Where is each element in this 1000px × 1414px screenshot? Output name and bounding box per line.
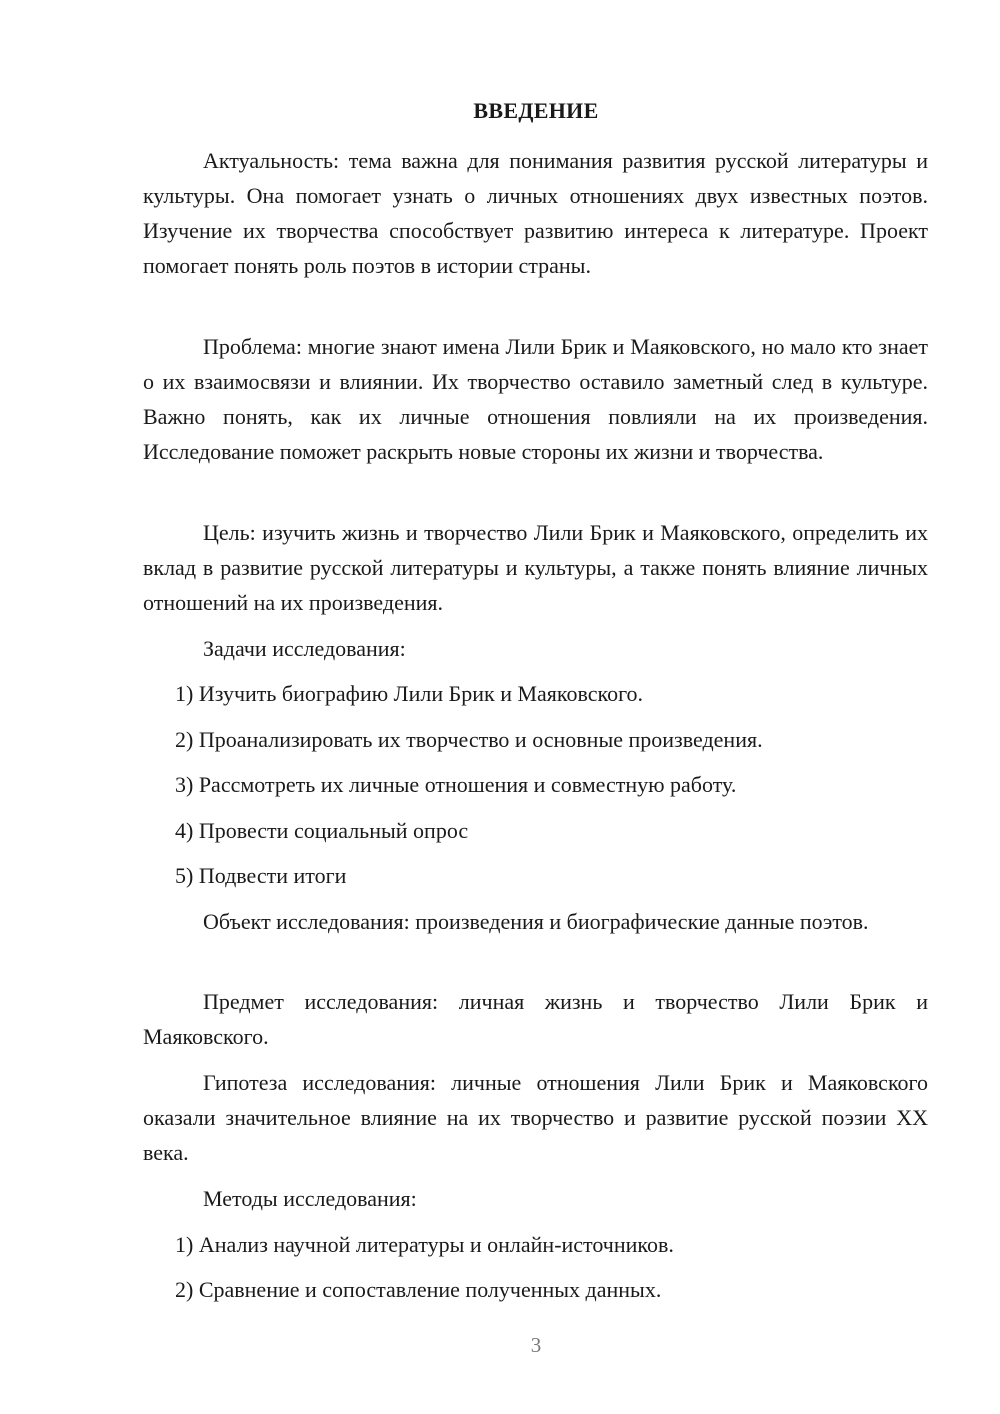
task-item: 3) Рассмотреть их личные отношения и совместную работу. — [175, 772, 737, 797]
hypothesis-paragraph: Гипотеза исследования: личные отношения Лили Брик и Маяковского оказали значительное влияние на их творчество и развитие русской поэзии XX века. — [143, 1070, 928, 1165]
relevance-paragraph: Актуальность: тема важна для понимания развития русской литературы и культуры. Она помогает узнать о личных отношениях двух известных поэтов. Изучение их творчества способствует развитию интереса к литературе. Проект помогает понять роль поэтов в истории страны. — [143, 148, 928, 278]
task-item: 4) Провести социальный опрос — [175, 818, 469, 843]
task-item: 2) Проанализировать их творчество и основные произведения. — [175, 727, 763, 752]
task-item: 1) Изучить биографию Лили Брик и Маяковского. — [175, 681, 644, 706]
problem-paragraph: Проблема: многие знают имена Лили Брик и Маяковского, но мало кто знает о их взаимосвязи и влиянии. Их творчество оставило заметный след в культуре. Важно понять, как их личные отношения повлияли на их произведения. Исследование поможет раскрыть новые стороны их жизни и творчества. — [143, 334, 928, 464]
goal-paragraph: Цель: изучить жизнь и творчество Лили Брик и Маяковского, определить их вклад в развитие русской литературы и культуры, а также понять влияние личных отношений на их произведения. — [143, 520, 928, 615]
page-title: ВВЕДЕНИЕ — [473, 98, 599, 123]
object-paragraph: Объект исследования: произведения и биографические данные поэтов. — [203, 909, 869, 934]
tasks-heading: Задачи исследования: — [203, 636, 406, 661]
subject-paragraph: Предмет исследования: личная жизнь и творчество Лили Брик и Маяковского. — [143, 989, 928, 1049]
task-item: 5) Подвести итоги — [175, 863, 347, 888]
method-item: 2) Сравнение и сопоставление полученных данных. — [175, 1277, 662, 1302]
method-item: 1) Анализ научной литературы и онлайн-источников. — [175, 1232, 674, 1257]
methods-heading: Методы исследования: — [203, 1186, 417, 1211]
page-number: 3 — [530, 1333, 542, 1357]
